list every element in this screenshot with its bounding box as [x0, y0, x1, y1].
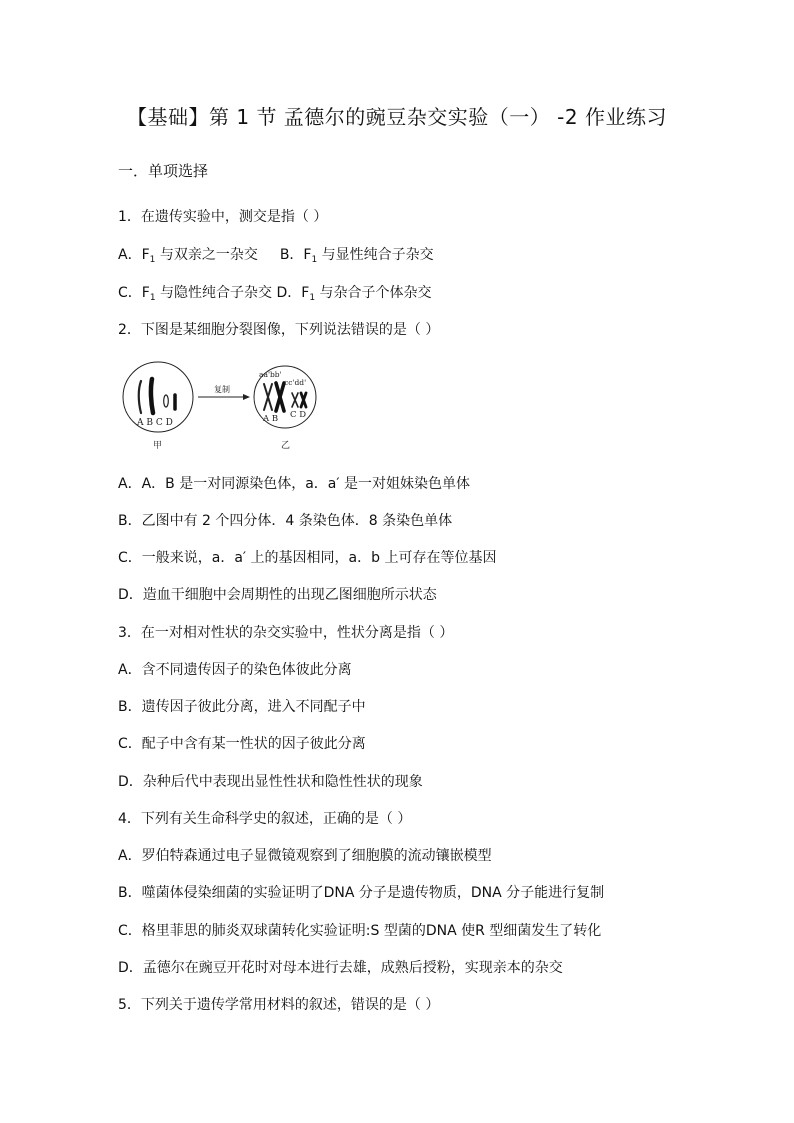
cell-jia — [123, 362, 193, 451]
cell-jia-labels: A B C D — [137, 418, 173, 428]
q4-option-a: A．罗伯特森通过电子显微镜观察到了细胞膜的流动镶嵌模型 — [118, 848, 492, 864]
section-heading: 一．单项选择 — [118, 162, 209, 180]
replication-arrow — [198, 384, 250, 400]
q1-option-b: B．$F_1$ 与显性纯合子杂交 — [279, 247, 434, 265]
q1-options-cd — [118, 282, 432, 304]
q2-stem: 2．下图是某细胞分裂图像，下列说法错误的是（ ） — [118, 322, 440, 338]
q4-option-d: D．孟德尔在豌豆开花时对母本进行去雄，成熟后授粉，实现亲本的杂交 — [118, 960, 563, 976]
cell-yi — [254, 366, 316, 451]
q1-option-d: D．$F_1$ 与杂合子个体杂交 — [276, 285, 432, 303]
q2-option-a: A．A．B 是一对同源染色体，a．a′ 是一对姐妹染色单体 — [118, 476, 470, 492]
q4-stem: 4．下列有关生命科学史的叙述，正确的是（ ） — [118, 811, 412, 827]
q1-stem: 1．在遗传实验中，测交是指（ ） — [118, 209, 328, 225]
q5-stem: 5．下列关于遗传学常用材料的叙述，错误的是（ ） — [118, 997, 440, 1013]
q1-options-ab — [118, 244, 434, 266]
cell-yi-top-left: aa'bb' — [259, 370, 282, 379]
q3-option-c: C．配子中含有某一性状的因子彼此分离 — [118, 736, 366, 752]
q1-option-a: A．$F_1$ 与双亲之一杂交 — [118, 247, 258, 265]
q3-option-a: A．含不同遗传因子的染色体彼此分离 — [118, 662, 352, 678]
q3-option-d: D．杂种后代中表现出显性性状和隐性性状的现象 — [118, 774, 423, 790]
q3-option-b: B．遗传因子彼此分离，进入不同配子中 — [118, 699, 366, 715]
arrow-label: 复制 — [214, 385, 230, 394]
q4-option-b: B．噬菌体侵染细菌的实验证明了DNA 分子是遗传物质，DNA 分子能进行复制 — [118, 885, 605, 901]
q3-stem: 3．在一对相对性状的杂交实验中，性状分离是指（ ） — [118, 625, 454, 641]
cell-jia-caption: 甲 — [153, 441, 163, 451]
q2-option-c: C．一般来说，a．a′ 上的基因相同，a．b 上可存在等位基因 — [118, 550, 497, 566]
page-title: 【基础】第 1 节 孟德尔的豌豆杂交实验（一） -2 作业练习 — [127, 105, 667, 129]
q4-option-c: C．格里菲思的肺炎双球菌转化实验证明:S 型菌的DNA 使R 型细菌发生了转化 — [118, 923, 602, 939]
cell-division-figure — [118, 355, 318, 455]
cell-yi-top-right: cc'dd' — [284, 378, 307, 387]
cell-yi-labels-right: C D — [290, 410, 307, 420]
cell-yi-labels-left: A B — [263, 414, 279, 424]
q2-option-d: D．造血干细胞中会周期性的出现乙图细胞所示状态 — [118, 587, 437, 603]
q1-option-c: C．$F_1$ 与隐性纯合子杂交 — [118, 285, 273, 303]
q2-option-b: B．乙图中有 2 个四分体．4 条染色体．8 条染色单体 — [118, 513, 453, 529]
cell-yi-caption: 乙 — [281, 441, 291, 451]
